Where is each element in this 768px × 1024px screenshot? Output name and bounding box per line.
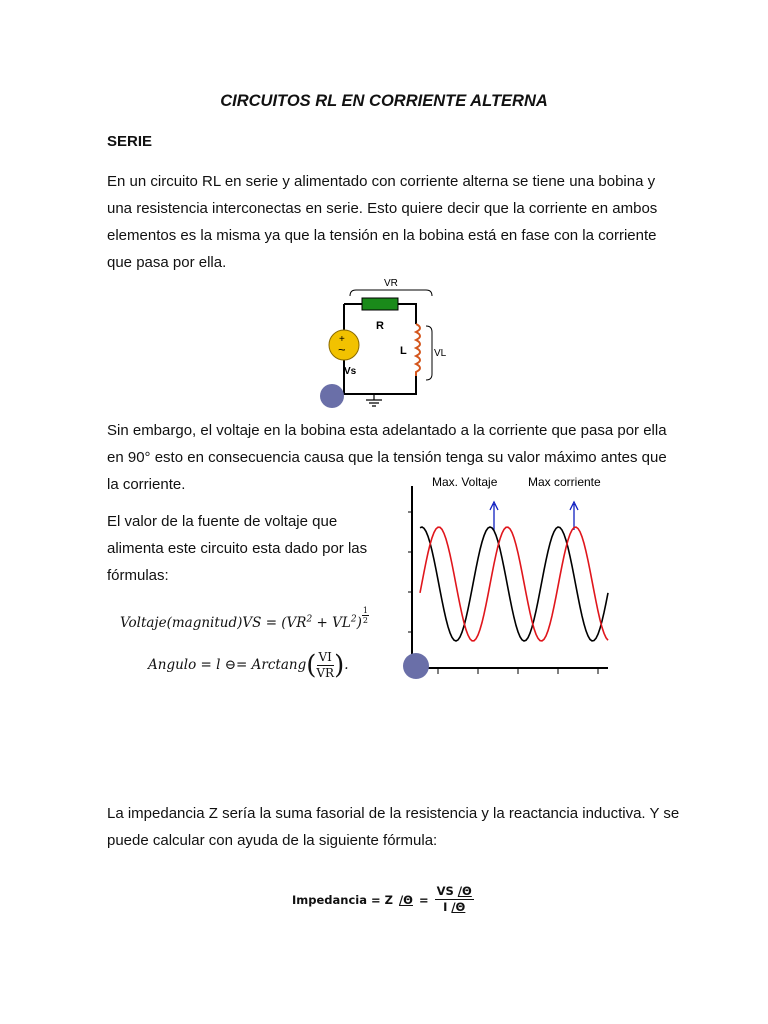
paragraph-intro: En un circuito RL en serie y alimentado con corriente alterna se tiene una bobina y una resistencia interconectas en serie. Esto quiere decir que la corriente en ambos elementos es la misma ya que la tensión en la bobina está en fase con la corriente que pasa por ella. xyxy=(107,173,658,271)
annotation-max-voltaje: Max. Voltaje xyxy=(432,475,498,489)
rl-circuit-diagram xyxy=(316,274,446,410)
vs-label: Vs xyxy=(344,366,357,377)
paragraph-formulas: El valor de la fuente de voltaje que alimenta este circuito esta dado por las fórmulas: xyxy=(107,513,368,584)
inductor-l xyxy=(416,324,420,376)
r-label: R xyxy=(376,320,384,332)
logo-badge xyxy=(320,384,344,408)
page-title: CIRCUITOS RL EN CORRIENTE ALTERNA xyxy=(220,92,548,110)
waveform-chart xyxy=(398,472,618,684)
max-arrow-1 xyxy=(570,502,578,530)
vl-label: VL xyxy=(434,348,446,359)
paragraph-impedance: La impedancia Z sería la suma fasorial de la resistencia y la reactancia inductiva. Y se puede calcular con ayuda de la siguiente fórmula: xyxy=(107,805,680,849)
impedance-formula: Impedancia = Z /Θ = $\frac{VS /\Theta}{I /\Theta}$ xyxy=(292,884,472,914)
section-heading: SERIE xyxy=(107,133,153,150)
source-plus: + xyxy=(339,334,345,345)
resistor-r xyxy=(362,298,398,310)
logo-badge-chart xyxy=(403,653,429,679)
annotation-max-corriente: Max corriente xyxy=(528,475,601,489)
source-wave: ~ xyxy=(338,342,346,357)
vr-label: VR xyxy=(384,278,398,289)
max-arrow-0 xyxy=(490,502,498,530)
l-label: L xyxy=(400,345,407,357)
paragraph-phase: Sin embargo, el voltaje en la bobina esta adelantado a la corriente que pasa por ella en 90° esto en consecuencia causa que la tensión tenga su valor máximo antes que la corriente. xyxy=(107,422,667,493)
voltage-formula: Voltaje(magnitud)VS = $(VR^2 + VL^2)$ $^{\frac{1}{2}}$ xyxy=(120,606,368,631)
series-line-1 xyxy=(420,527,608,641)
angle-formula: Angulo = l ⊖= Arctang( $\frac{VI}{VR}$ ). xyxy=(148,650,349,681)
